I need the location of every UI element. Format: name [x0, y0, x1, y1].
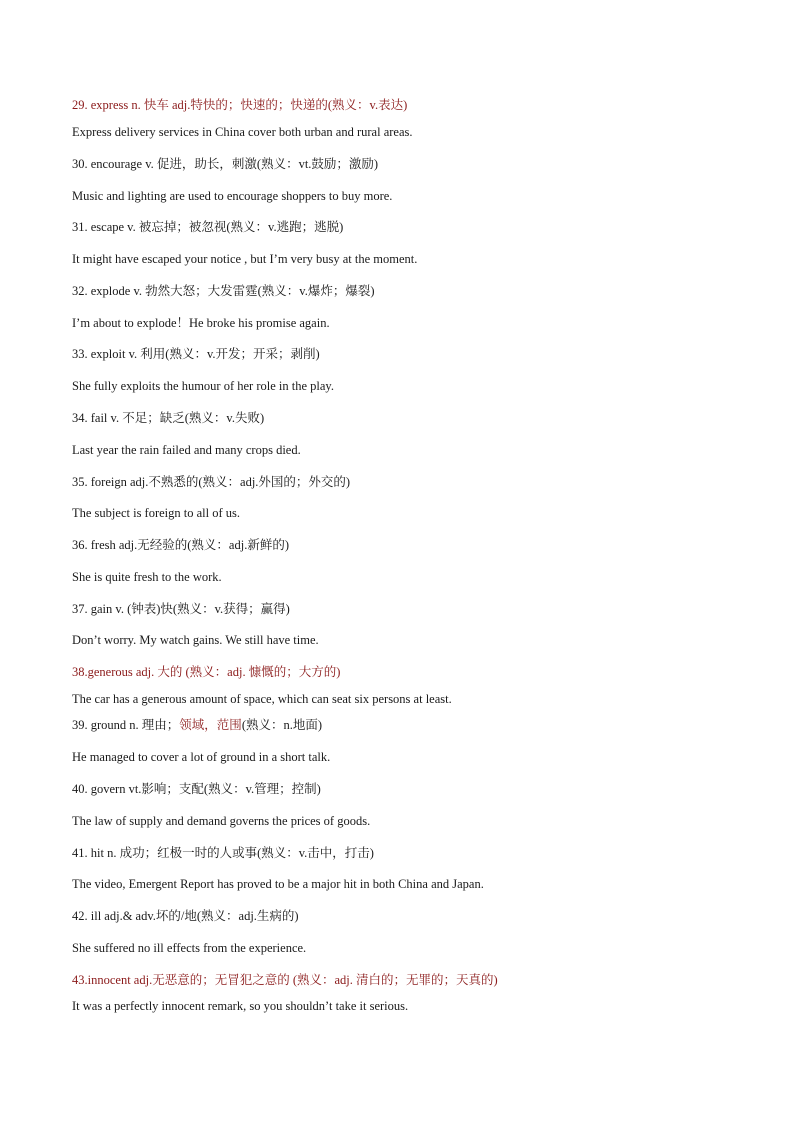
entry-30-example: Music and lighting are used to encourage shoppers to buy more. — [72, 189, 393, 203]
entry-39-heading — [72, 717, 754, 733]
entry-33-example: She fully exploits the humour of her role in the play. — [72, 379, 334, 393]
entry-35-heading: 35. foreign adj.不熟悉的(熟义：adj.外国的；外交的) — [72, 475, 351, 489]
entry-39-example: He managed to cover a lot of ground in a short talk. — [72, 750, 331, 764]
entry-39-heading-highlight: 领域，范围 — [179, 718, 242, 732]
entry-39-heading-start: 39. ground n. 理由； — [72, 718, 180, 732]
entry-42-example: She suffered no ill effects from the experience. — [72, 941, 307, 955]
entry-37-example: Don’t worry. My watch gains. We still have time. — [72, 633, 319, 647]
entry-29-example: Express delivery services in China cover both urban and rural areas. — [72, 125, 413, 139]
entry-43-example: It was a perfectly innocent remark, so you shouldn’t take it serious. — [72, 999, 409, 1013]
entry-37-heading: 37. gain v. (钟表)快(熟义：v.获得；赢得) — [72, 602, 290, 616]
entry-38-example: The car has a generous amount of space, which can seat six persons at least. — [72, 692, 452, 706]
entry-32-heading: 32. explode v. 勃然大怒；大发雷霆(熟义：v.爆炸；爆裂) — [72, 284, 375, 298]
entry-35-example: The subject is foreign to all of us. — [72, 506, 241, 520]
entry-36-heading: 36. fresh adj.无经验的(熟义：adj.新鲜的) — [72, 538, 289, 552]
entry-32-example: I’m about to explode！He broke his promise again. — [72, 316, 330, 330]
entry-33-heading: 33. exploit v. 利用(熟义：v.开发；开采；剥削) — [72, 347, 320, 361]
entry-36-example: She is quite fresh to the work. — [72, 570, 222, 584]
entry-29-heading: 29. express n. 快车 adj.特快的；快速的；快递的(熟义：v.表达) — [72, 98, 408, 112]
entry-38-heading: 38.generous adj. 大的 (熟义：adj. 慷慨的；大方的) — [72, 665, 341, 679]
entry-39-heading-end: (熟义：n.地面) — [241, 718, 323, 732]
entry-40-example: The law of supply and demand governs the prices of goods. — [72, 814, 371, 828]
entry-43-heading: 43.innocent adj.无恶意的；无冒犯之意的 (熟义：adj. 清白的；无罪的；天真的) — [72, 973, 498, 987]
entry-31-example: It might have escaped your notice , but I’m very busy at the moment. — [72, 252, 418, 266]
entry-41-heading: 41. hit n. 成功；红极一时的人或事(熟义：v.击中，打击) — [72, 846, 374, 860]
entry-34-example: Last year the rain failed and many crops died. — [72, 443, 301, 457]
entry-31-heading: 31. escape v. 被忘掉；被忽视(熟义：v.逃跑；逃脱) — [72, 220, 344, 234]
entry-30-heading: 30. encourage v. 促进，助长，刺激(熟义：vt.鼓励；激励) — [72, 157, 379, 171]
entry-40-heading: 40. govern vt.影响；支配(熟义：v.管理；控制) — [72, 782, 321, 796]
entry-41-example: The video, Emergent Report has proved to be a major hit in both China and Japan. — [72, 877, 484, 891]
entry-42-heading: 42. ill adj.& adv.坏的/地(熟义：adj.生病的) — [72, 909, 299, 923]
entry-34-heading: 34. fail v. 不足；缺乏(熟义：v.失败) — [72, 411, 265, 425]
